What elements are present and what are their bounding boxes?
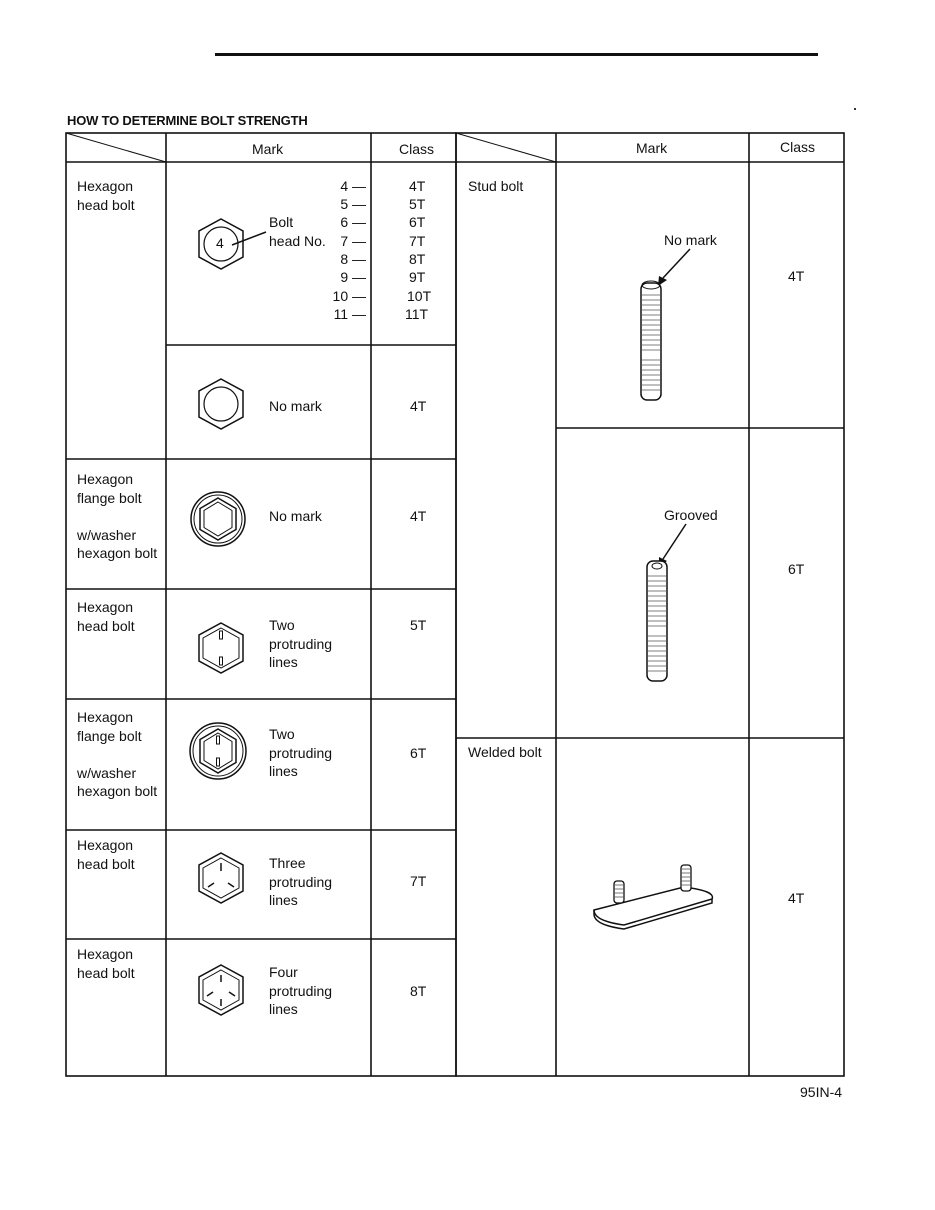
right-class-header: Class: [780, 139, 816, 155]
mark-label: No mark: [269, 398, 322, 414]
stud-bolt-plain-icon: [630, 245, 700, 405]
bolt-type-label: Welded bolt: [468, 744, 542, 760]
hex-plain-icon: [195, 376, 247, 432]
hex-three-lines-icon: [195, 850, 247, 906]
stud-bolt-grooved-icon: [630, 520, 700, 685]
bolt-type-label: Hexagon head bolt: [77, 599, 135, 634]
class-value: 4T: [410, 508, 427, 524]
head-number-5: 8 —: [340, 251, 366, 267]
class-value-4: 7T: [409, 233, 426, 249]
left-class-header: Class: [399, 141, 435, 157]
class-value: 6T: [410, 745, 427, 761]
class-value-2: 5T: [409, 196, 426, 212]
bolt-type-label: Hexagon head bolt: [77, 946, 135, 981]
class-value: 4T: [788, 890, 805, 906]
bolt-type-label: Hexagon flange bolt w/washer hexagon bolt: [77, 471, 158, 561]
bolt-type-label: Stud bolt: [468, 178, 524, 194]
hex-number-label: 4: [216, 235, 224, 251]
class-value-6: 9T: [409, 269, 426, 285]
mark-label: Four protruding lines: [269, 964, 333, 1017]
class-value: 8T: [410, 983, 427, 999]
class-value-1: 4T: [409, 178, 426, 194]
class-value: 6T: [788, 561, 805, 577]
page-footer-code: 95IN-4: [800, 1084, 843, 1100]
bolt-type-label: Hexagon head bolt: [77, 837, 135, 872]
bolt-type-label: Hexagon flange bolt w/washer hexagon bolt: [77, 709, 158, 799]
flange-two-lines-icon: [189, 720, 249, 782]
leader-line: [230, 228, 270, 248]
mark-label: Two protruding lines: [269, 726, 333, 779]
bolt-type-label: Hexagon head bolt: [77, 178, 135, 213]
mark-label: No mark: [664, 232, 717, 248]
class-value: 7T: [410, 873, 427, 889]
mark-label: Two protruding lines: [269, 617, 333, 670]
mark-label: Grooved: [664, 507, 718, 523]
head-number-4: 7 —: [340, 233, 366, 249]
head-number-6: 9 —: [340, 269, 366, 285]
head-number-3: 6 —: [340, 214, 366, 230]
class-value: 4T: [410, 398, 427, 414]
head-number-2: 5 —: [340, 196, 366, 212]
class-value-7: 10T: [407, 288, 432, 304]
head-number-7: 10 —: [332, 288, 366, 304]
hex-flange-icon: [189, 489, 249, 549]
hex-two-lines-icon: [195, 620, 247, 676]
class-value: 5T: [410, 617, 427, 633]
class-value-8: 11T: [405, 306, 429, 322]
head-number-8: 11 —: [333, 306, 366, 322]
welded-bolt-plate-icon: [588, 855, 720, 935]
right-mark-header: Mark: [636, 140, 668, 156]
left-mark-header: Mark: [252, 141, 284, 157]
class-value-3: 6T: [409, 214, 426, 230]
class-value: 4T: [788, 268, 805, 284]
head-number-1: 4 —: [340, 178, 366, 194]
bolt-head-no-label: Bolt head No.: [269, 214, 326, 249]
page-title: HOW TO DETERMINE BOLT STRENGTH: [67, 113, 308, 128]
class-value-5: 8T: [409, 251, 426, 267]
mark-label: No mark: [269, 508, 322, 524]
mark-label: Three protruding lines: [269, 855, 333, 908]
hex-four-lines-icon: [195, 962, 247, 1018]
